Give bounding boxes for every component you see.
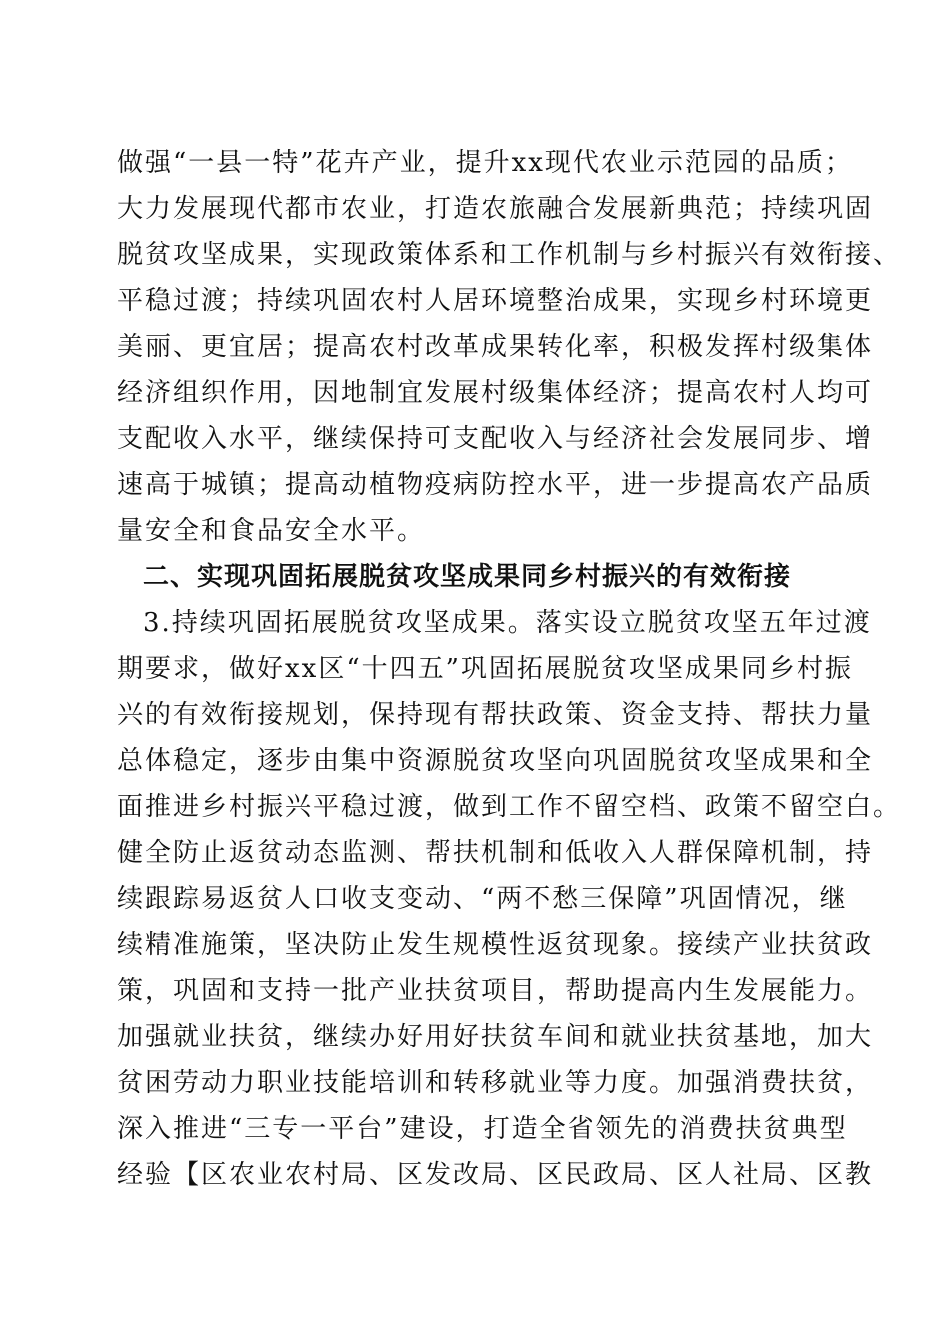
text-line: 经验【区农业农村局、区发改局、区民政局、区人社局、区教 (117, 1160, 874, 1190)
paragraph-1 (117, 140, 902, 554)
text-line: 贫困劳动力职业技能培训和转移就业等力度。加强消费扶贫， (117, 1068, 874, 1098)
text-line: 续精准施策，坚决防止发生规模性返贫现象。接续产业扶贫政 (117, 930, 874, 960)
text-line: 健全防止返贫动态监测、帮扶机制和低收入人群保障机制，持 (117, 838, 874, 868)
text-line: 速高于城镇；提高动植物疫病防控水平，进一步提高农产品质 (117, 470, 874, 500)
paragraph-2 (117, 600, 902, 1198)
text-line: 经济组织作用，因地制宜发展村级集体经济；提高农村人均可 (117, 378, 874, 408)
text-line: 总体稳定，逐步由集中资源脱贫攻坚向巩固脱贫攻坚成果和全 (117, 746, 874, 776)
text-line: 支配收入水平，继续保持可支配收入与经济社会发展同步、增 (117, 424, 874, 454)
text-line: 策，巩固和支持一批产业扶贫项目，帮助提高内生发展能力。 (117, 976, 874, 1006)
text-line: 脱贫攻坚成果，实现政策体系和工作机制与乡村振兴有效衔接、 (117, 240, 902, 270)
text-line: 大力发展现代都市农业，打造农旅融合发展新典范；持续巩固 (117, 194, 874, 224)
text-line: 续跟踪易返贫人口收支变动、“两不愁三保障”巩固情况，继 (117, 884, 848, 914)
text-line: 加强就业扶贫，继续办好用好扶贫车间和就业扶贫基地，加大 (117, 1022, 874, 1052)
section-heading: 二、实现巩固拓展脱贫攻坚成果同乡村振兴的有效衔接 (143, 562, 792, 592)
text-line: 3.持续巩固拓展脱贫攻坚成果。落实设立脱贫攻坚五年过渡 (143, 608, 872, 638)
document-page (117, 140, 902, 1198)
text-line: 兴的有效衔接规划，保持现有帮扶政策、资金支持、帮扶力量 (117, 700, 874, 730)
text-line: 期要求，做好xx区“十四五”巩固拓展脱贫攻坚成果同乡村振 (117, 654, 853, 684)
text-line: 深入推进“三专一平台”建设，打造全省领先的消费扶贫典型 (117, 1114, 848, 1144)
text-line: 平稳过渡；持续巩固农村人居环境整治成果，实现乡村环境更 (117, 286, 874, 316)
text-line: 量安全和食品安全水平。 (117, 516, 426, 546)
text-line: 美丽、更宜居；提高农村改革成果转化率，积极发挥村级集体 (117, 332, 874, 362)
text-line: 做强“一县一特”花卉产业，提升xx现代农业示范园的品质； (117, 148, 853, 178)
text-line: 面推进乡村振兴平稳过渡，做到工作不留空档、政策不留空白。 (117, 792, 902, 822)
